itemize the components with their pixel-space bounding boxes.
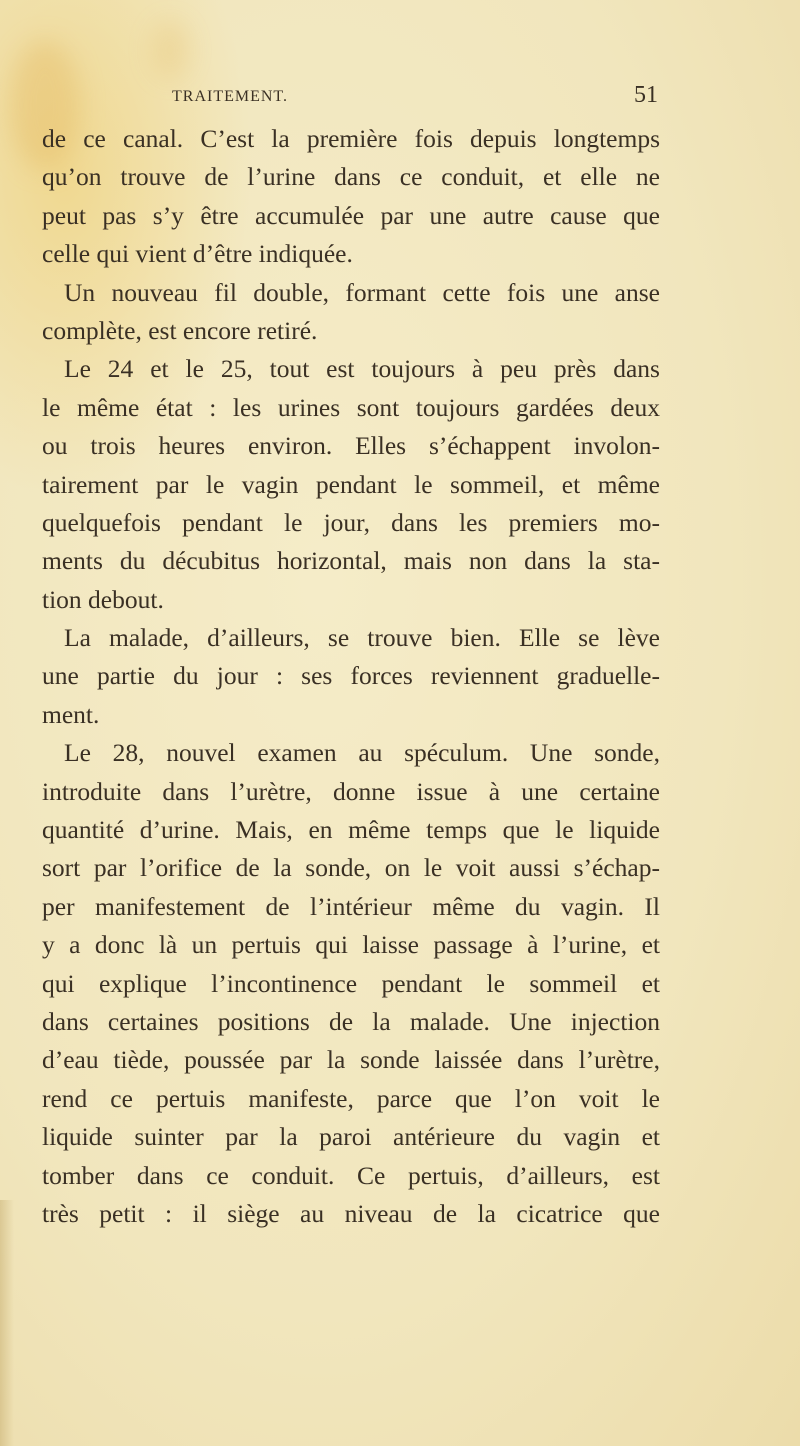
text-line: La malade, d’ailleurs, se trouve bien. Elle se lève bbox=[64, 623, 660, 653]
text-line: tion debout. bbox=[42, 584, 164, 614]
page-header bbox=[42, 82, 660, 114]
text-line: tomber dans ce conduit. Ce pertuis, d’ailleurs, est bbox=[42, 1160, 660, 1190]
page-edge-shadow bbox=[0, 1200, 14, 1446]
text-line: une partie du jour : ses forces reviennent graduelle- bbox=[42, 661, 660, 691]
text-line: complète, est encore retiré. bbox=[42, 315, 318, 345]
paper-stain bbox=[150, 20, 190, 80]
text-line: de ce canal. C’est la première fois depuis longtemps bbox=[42, 124, 660, 153]
text-line: dans certaines positions de la malade. Une injection bbox=[42, 1006, 660, 1036]
text-line: ment. bbox=[42, 699, 100, 729]
text-line: quelquefois pendant le jour, dans les premiers mo- bbox=[42, 507, 660, 537]
page-body-text bbox=[42, 120, 660, 1233]
running-title: TRAITEMENT. bbox=[172, 88, 289, 105]
text-line: Le 28, nouvel examen au spéculum. Une sonde, bbox=[64, 738, 660, 768]
text-line: ments du décubitus horizontal, mais non dans la sta- bbox=[42, 546, 660, 576]
text-line: quantité d’urine. Mais, en même temps que le liquide bbox=[42, 815, 660, 845]
text-line: qu’on trouve de l’urine dans ce conduit, et elle ne bbox=[42, 162, 660, 192]
text-line: liquide suinter par la paroi antérieure du vagin et bbox=[42, 1122, 660, 1152]
text-line: peut pas s’y être accumulée par une autre cause que bbox=[42, 200, 660, 230]
text-line: ou trois heures environ. Elles s’échappent involon- bbox=[42, 431, 660, 461]
text-line: celle qui vient d’être indiquée. bbox=[42, 239, 353, 269]
text-line: le même état : les urines sont toujours gardées deux bbox=[42, 392, 660, 422]
text-line: tairement par le vagin pendant le sommeil, et même bbox=[42, 469, 660, 499]
text-line: très petit : il siège au niveau de la cicatrice que bbox=[42, 1198, 660, 1228]
text-line: d’eau tiède, poussée par la sonde laissée dans l’urètre, bbox=[42, 1045, 660, 1075]
text-line: introduite dans l’urètre, donne issue à une certaine bbox=[42, 776, 660, 806]
text-line: Le 24 et le 25, tout est toujours à peu près dans bbox=[64, 354, 660, 384]
text-line: y a donc là un pertuis qui laisse passage à l’urine, et bbox=[42, 930, 660, 960]
text-line: rend ce pertuis manifeste, parce que l’on voit le bbox=[42, 1083, 660, 1113]
page-number: 51 bbox=[634, 82, 658, 108]
text-line: sort par l’orifice de la sonde, on le voit aussi s’échap- bbox=[42, 853, 660, 883]
text-line: Un nouveau fil double, formant cette fois une anse bbox=[64, 277, 660, 307]
text-line: qui explique l’incontinence pendant le sommeil et bbox=[42, 968, 660, 998]
text-line: per manifestement de l’intérieur même du vagin. Il bbox=[42, 891, 660, 921]
